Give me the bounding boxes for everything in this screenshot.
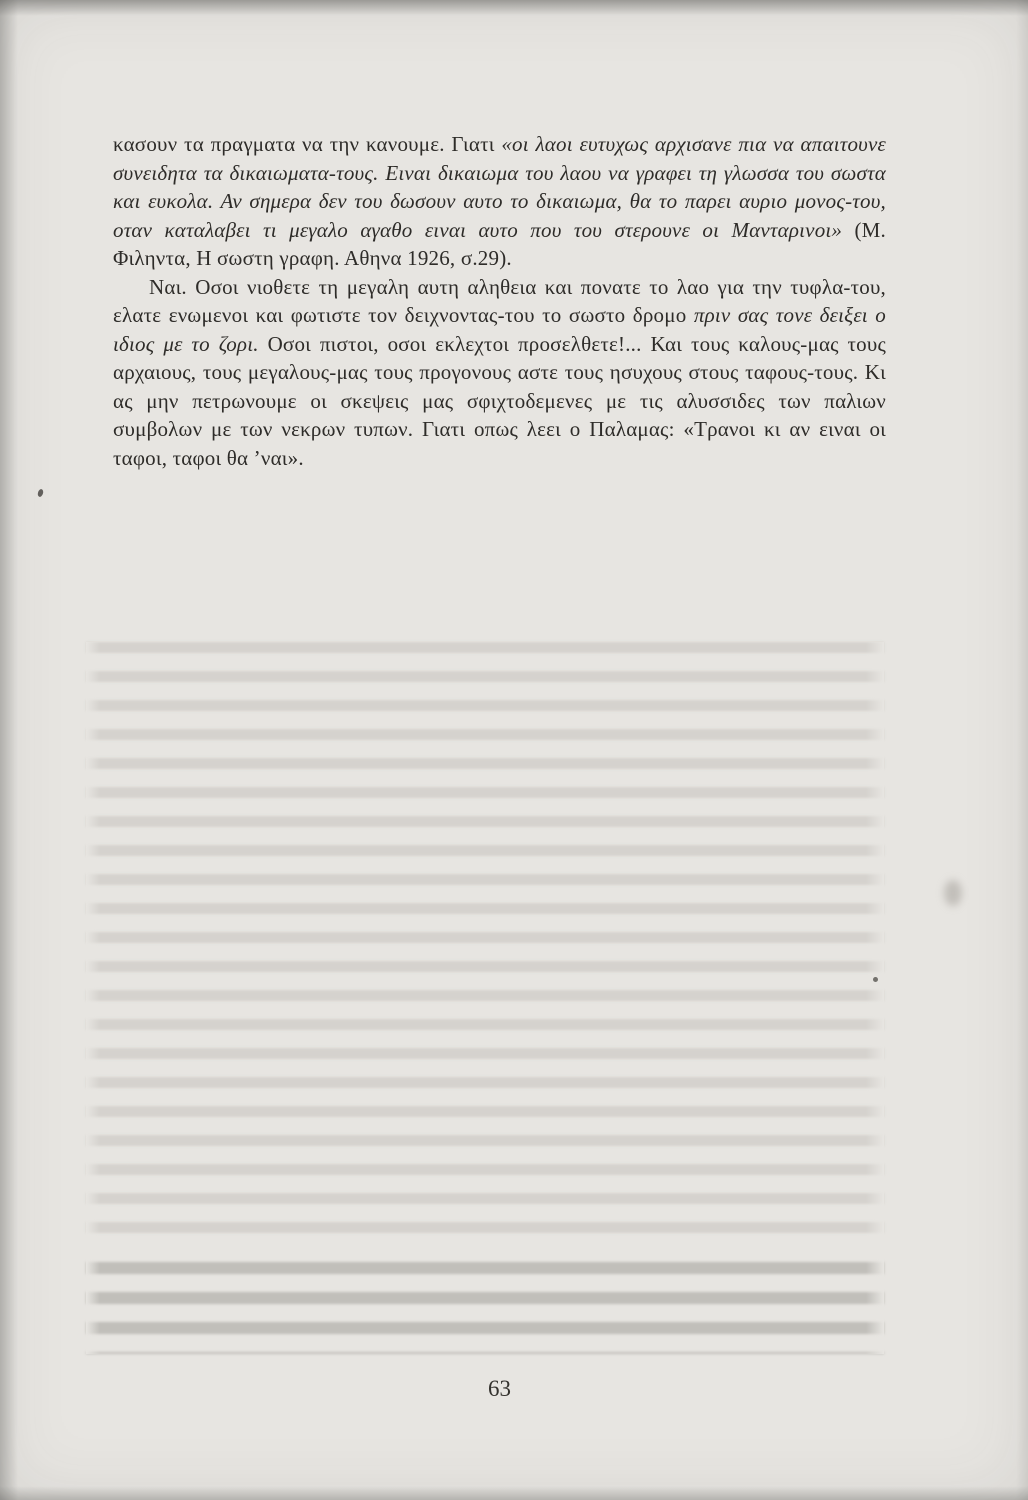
scan-smudge-right-edge bbox=[944, 880, 962, 906]
ink-speck-left-margin bbox=[37, 488, 44, 497]
page-number: 63 bbox=[488, 1376, 511, 1401]
ink-speck-right-margin bbox=[873, 977, 878, 982]
text-block bbox=[113, 130, 886, 472]
paragraph-main bbox=[113, 273, 886, 473]
text-segment-main-2: Οσοι πιστοι, οσοι εκλεχτοι προσελθετε!... Και τους καλους-μας τους αρχαιους, τους μεγαλους-μας τους προγονους αστε τους ησυχους στους ταφους-τους. Κι ας μην πετρωνουμε οι σκεψεις μας σφιχτοδεμενες με τις αλυσσιδες των παλιων συμβολων με των νεκρων τυπων. Γιατι οπως λεει ο Παλαμας: «Τρανοι κι αν ειναι οι ταφοι, ταφοι θα ’ναι». bbox=[113, 331, 886, 470]
text-segment-citation: (Μ. Φιληντα, Η σωστη γραφη. Αθηνα 1926, σ.29). bbox=[113, 217, 886, 270]
paragraph-quotation bbox=[113, 130, 886, 273]
text-segment-lead: κασουν τα πραγματα να την κανουμε. Γιατι bbox=[113, 132, 502, 156]
text-segment-main-1: Ναι. Οσοι νιοθετε τη μεγαλη αυτη αληθεια και πονατε το λαο για την τυφλα-του, ελατε ενωμενοι και φωτιστε τον δειχνοντας-του το σωστο δρομο bbox=[113, 274, 886, 327]
text-segment-main-italic: πριν σας τονε δειξει ο ιδιος με το ζορι. bbox=[113, 303, 886, 356]
bleedthrough-ghost-text-lower bbox=[86, 1262, 884, 1354]
text-segment-quote-italic: «οι λαοι ευτυχως αρχισανε πια να απαιτουνε συνειδητα τα δικαιωματα-τους. Ειναι δικαιωμα του λαου να γραφει τη γλωσσα του σωστα και ευκολα. Αν σημερα δεν του δωσουν αυτο το δικαιωμα, θα το παρει αυριο μονος-του, οταν καταλαβει τι μεγαλο αγαθο ειναι αυτο που του στερουνε οι Μανταρινοι» bbox=[113, 132, 886, 242]
bleedthrough-edge-fade bbox=[86, 642, 884, 1354]
bleedthrough-ghost-text bbox=[86, 642, 884, 1250]
